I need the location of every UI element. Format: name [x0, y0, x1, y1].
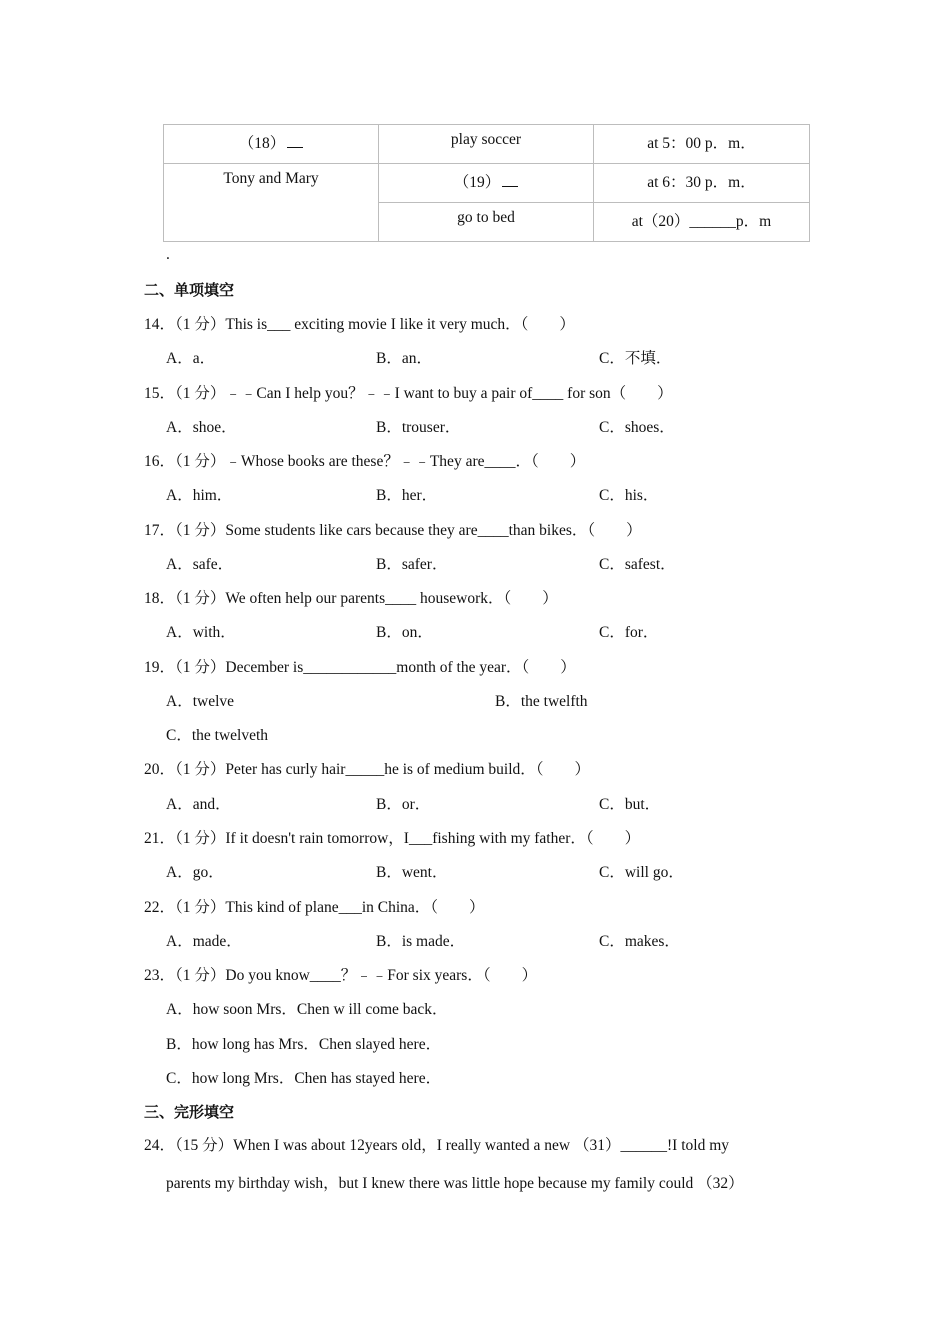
option-c: C．his．: [599, 487, 659, 504]
table-row: [164, 164, 810, 203]
blank-line: [502, 172, 518, 187]
question-stem: 20．（1 分）Peter has curly hair_____he is of medium build．（ ）: [144, 761, 590, 778]
option-c: C．but．: [599, 796, 661, 813]
table-cell: Tony and Mary: [164, 164, 379, 242]
option-a: A．and．: [166, 796, 231, 813]
option-a: A．with．: [166, 624, 236, 641]
option-a: A．twelve: [166, 693, 235, 710]
option-c: C．shoes．: [599, 419, 675, 436]
option-b: B．her．: [376, 487, 438, 504]
question-stem: 16．（1 分）﹣Whose books are these？﹣﹣They are____．（ ）: [144, 453, 586, 470]
option-a: A．safe．: [166, 556, 234, 573]
option-c: C．how long Mrs．Chen has stayed here．: [166, 1070, 442, 1087]
table-cell: play soccer: [379, 125, 594, 164]
question-stem: 17．（1 分）Some students like cars because they are____than bikes．（ ）: [144, 522, 642, 539]
option-b: B．an．: [376, 350, 432, 367]
question-stem: 24．（15 分）When I was about 12years old，I really wanted a new （31）______!I told my: [144, 1137, 729, 1154]
table-cell: （18）: [164, 125, 379, 164]
option-b: B．on．: [376, 624, 433, 641]
section-title: 二、单项填空: [144, 281, 235, 299]
option-c: C．不填．: [599, 350, 672, 367]
option-b: B．is made．: [376, 933, 466, 950]
option-c: C．safest．: [599, 556, 676, 573]
question-stem: 19．（1 分）December is____________month of the year．（ ）: [144, 659, 576, 676]
blank-line: [287, 133, 303, 148]
option-c: C．for．: [599, 624, 659, 641]
question-stem: 15．（1 分）﹣﹣Can I help you？﹣﹣I want to buy a pair of____ for son（ ）: [144, 385, 673, 402]
option-b: B．or．: [376, 796, 431, 813]
option-b: B．the twelfth: [495, 693, 588, 710]
table-row: [164, 125, 810, 164]
option-c: C．will go．: [599, 864, 684, 881]
question-stem-continued: parents my birthday wish，but I knew there was little hope because my family could （32）: [166, 1175, 744, 1192]
schedule-table: [163, 124, 810, 242]
question-stem: 23．（1 分）Do you know____？﹣﹣For six years．（ ）: [144, 967, 538, 984]
option-a: A．him．: [166, 487, 233, 504]
trailing-dot: .: [166, 246, 170, 263]
option-b: B．went．: [376, 864, 448, 881]
table-cell: at 5：00 p．m．: [594, 125, 810, 164]
option-c: C．makes．: [599, 933, 680, 950]
option-b: B．safer．: [376, 556, 448, 573]
table-cell: （19）: [379, 164, 594, 203]
option-b: B．trouser．: [376, 419, 461, 436]
option-a: A．made．: [166, 933, 242, 950]
option-a: A．a．: [166, 350, 216, 367]
question-stem: 14．（1 分）This is___ exciting movie I like it very much．（ ）: [144, 316, 575, 333]
option-a: A．shoe．: [166, 419, 237, 436]
question-stem: 21．（1 分）If it doesn't rain tomorrow，I___fishing with my father．（ ）: [144, 830, 641, 847]
option-b: B．how long has Mrs．Chen slayed here．: [166, 1036, 442, 1053]
option-a: A．go．: [166, 864, 224, 881]
table-cell: at（20）______p．m: [594, 203, 810, 242]
table-cell: go to bed: [379, 203, 594, 242]
question-stem: 18．（1 分）We often help our parents____ housework．（ ）: [144, 590, 558, 607]
option-c: C．the twelveth: [166, 727, 269, 744]
question-stem: 22．（1 分）This kind of plane___in China．（ ）: [144, 899, 485, 916]
section-title: 三、完形填空: [144, 1103, 235, 1121]
option-a: A．how soon Mrs．Chen w ill come back．: [166, 1001, 448, 1018]
table-cell: at 6：30 p．m．: [594, 164, 810, 203]
